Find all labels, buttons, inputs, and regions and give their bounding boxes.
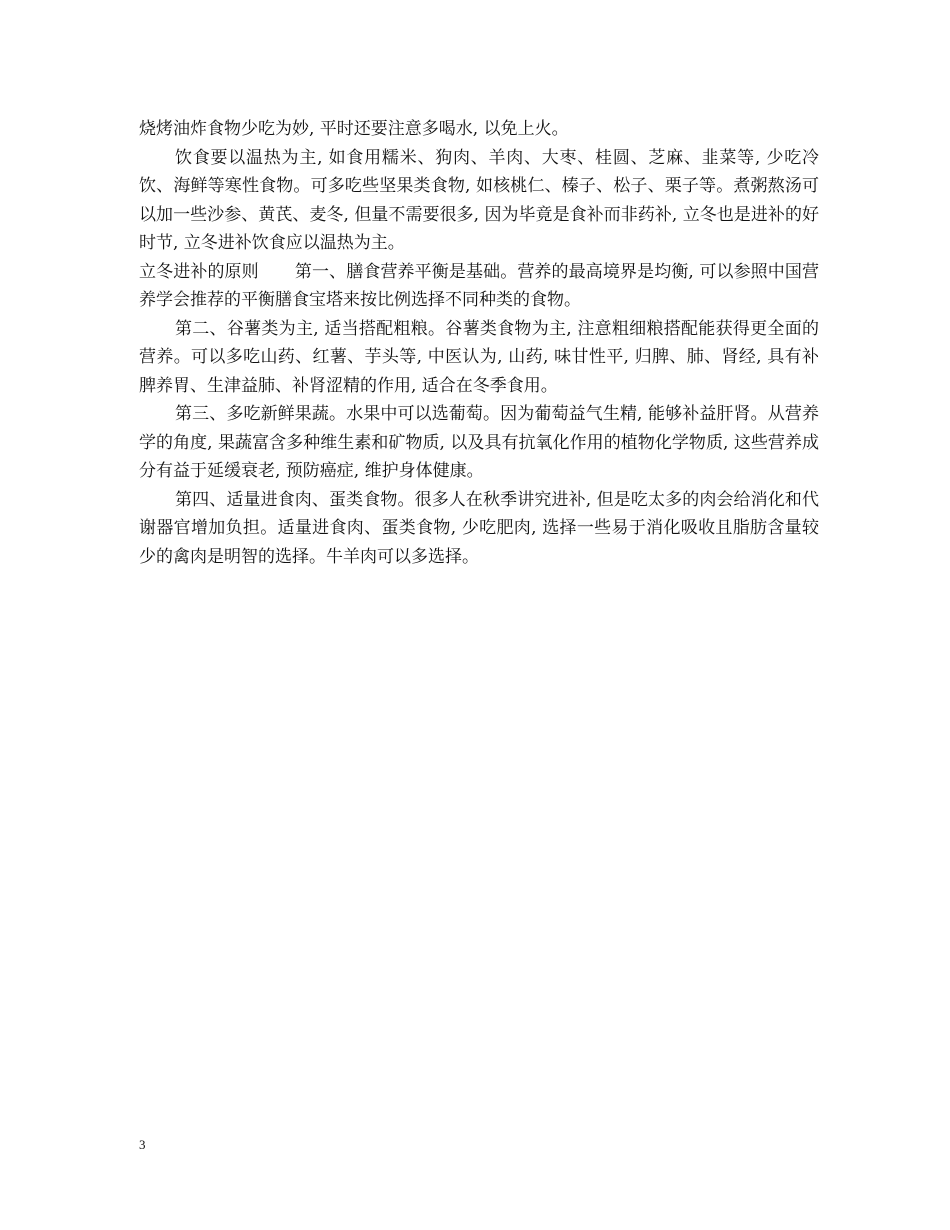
principle-first: 第一、膳食营养平衡是基础。营养的最高境界是均衡, 可以参照中国营养学会推荐的平衡膳食宝塔来按比例选择不同种类的食物。 — [139, 261, 820, 310]
paragraph-principles-heading — [139, 258, 819, 315]
paragraph-intro: 烧烤油炸食物少吃为妙, 平时还要注意多喝水, 以免上火。 — [139, 119, 569, 139]
section-heading: 立冬进补的原则 — [139, 261, 259, 282]
principle-third: 第三、多吃新鲜果蔬。水果中可以选葡萄。因为葡萄益气生精, 能够补益肝肾。从营养学的角度, 果蔬富含多种维生素和矿物质, 以及具有抗氧化作用的植物化学物质, 这些营养成分有益于延缓衰老, 预防癌症, 维护身体健康。 — [139, 404, 819, 481]
principle-fourth: 第四、适量进食肉、蛋类食物。很多人在秋季讲究进补, 但是吃太多的肉会给消化和代谢器官增加负担。适量进食肉、蛋类食物, 少吃肥肉, 选择一些易于消化吸收且脂肪含量较少的禽肉是明智的选择。牛羊肉可以多选择。 — [139, 489, 819, 567]
page-number: 3 — [139, 1137, 146, 1152]
principle-second: 第二、谷薯类为主, 适当搭配粗粮。谷薯类食物为主, 注意粗细粮搭配能获得更全面的营养。可以多吃山药、红薯、芋头等, 中医认为, 山药, 味甘性平, 归脾、肺、肾经, 具有补脾养胃、生津益肺、补肾涩精的作用, 适合在冬季食用。 — [139, 318, 819, 396]
paragraph-diet: 饮食要以温热为主, 如食用糯米、狗肉、羊肉、大枣、桂圆、芝麻、韭菜等, 少吃冷饮、海鲜等寒性食物。可多吃些坚果类食物, 如核桃仁、榛子、松子、栗子等。煮粥熬汤可以加一些沙参、黄芪、麦冬, 但量不需要很多, 因为毕竟是食补而非药补, 立冬也是进补的好时节, 立冬进补饮食应以温热为主。 — [139, 147, 819, 253]
document-body — [139, 115, 819, 571]
